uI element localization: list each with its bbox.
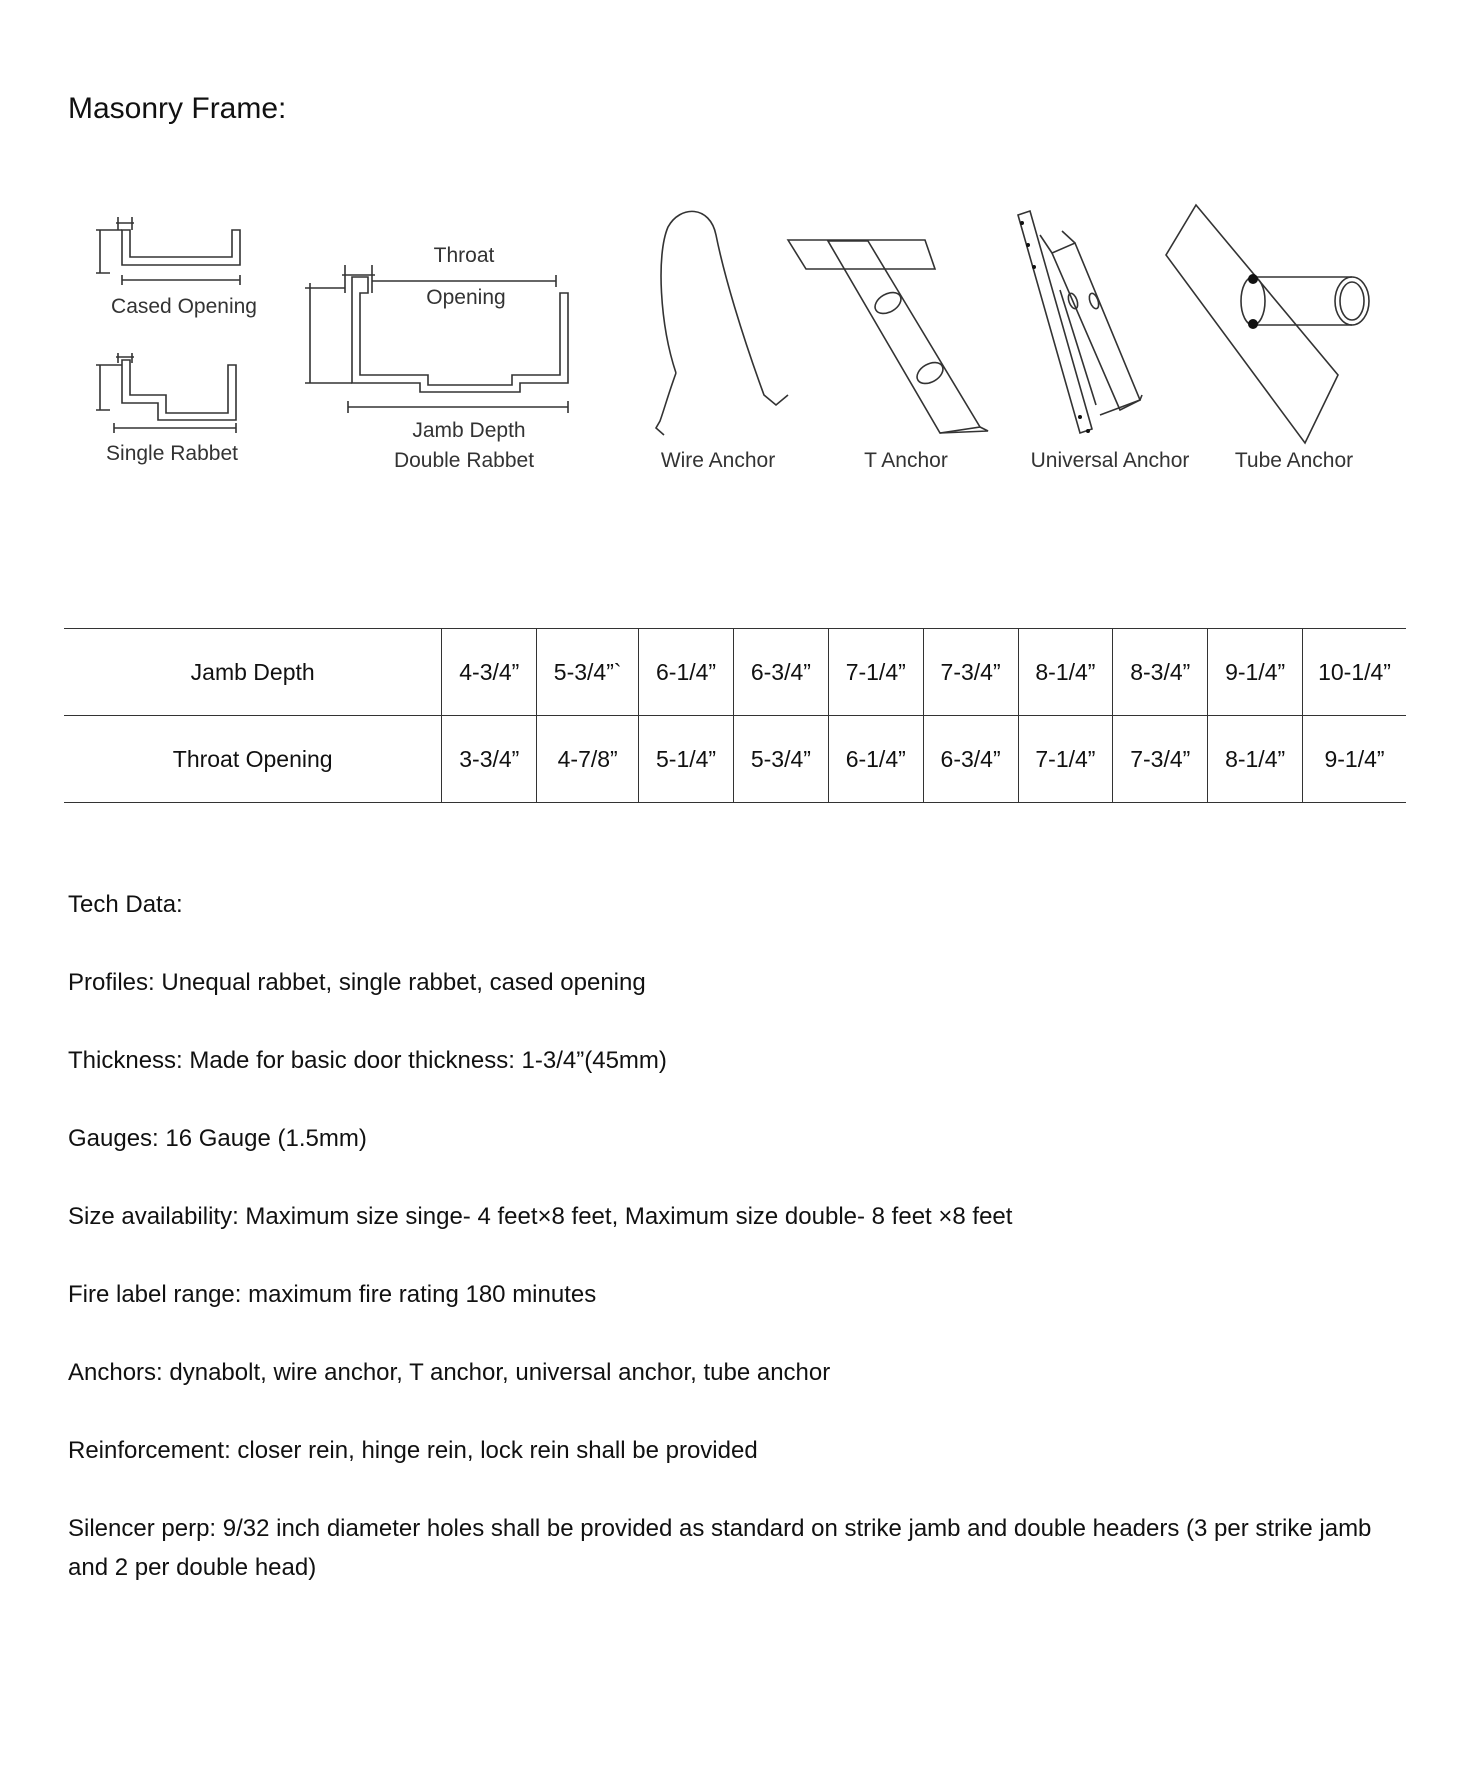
- table-cell: 3-3/4”: [442, 716, 537, 803]
- table-row: [64, 629, 1406, 716]
- label-cased-opening: Cased Opening: [111, 295, 257, 318]
- table-cell: 4-3/4”: [442, 629, 537, 716]
- tech-reinforcement: Reinforcement: closer rein, hinge rein, lock rein shall be provided: [68, 1437, 758, 1464]
- table-cell: 7-3/4”: [923, 629, 1018, 716]
- page-title: Masonry Frame:: [68, 92, 287, 125]
- row-label-throat-opening: Throat Opening: [64, 716, 442, 803]
- table-cell: 10-1/4”: [1303, 629, 1406, 716]
- table-cell: 6-3/4”: [733, 629, 828, 716]
- wire-anchor-drawing: [656, 211, 788, 435]
- table-cell: 7-1/4”: [828, 629, 923, 716]
- table-cell: 7-1/4”: [1018, 716, 1113, 803]
- tech-thickness: Thickness: Made for basic door thickness: 1-3/4”(45mm): [68, 1047, 667, 1074]
- tech-profiles: Profiles: Unequal rabbet, single rabbet, cased opening: [68, 969, 646, 996]
- label-tube-anchor: Tube Anchor: [1234, 449, 1354, 472]
- table-cell: 5-3/4”`: [537, 629, 639, 716]
- tube-anchor-drawing: [1166, 205, 1369, 443]
- table-cell: 9-1/4”: [1208, 629, 1303, 716]
- label-jamb-depth: Jamb Depth: [412, 419, 526, 442]
- label-universal-anchor: Universal Anchor: [1030, 449, 1190, 472]
- label-opening: Opening: [426, 286, 506, 309]
- tech-size: Size availability: Maximum size singe- 4 feet×8 feet, Maximum size double- 8 feet ×8 feet: [68, 1203, 1013, 1230]
- table-cell: 6-1/4”: [639, 629, 734, 716]
- frame-profiles-figure: [0, 195, 1470, 495]
- table-cell: 9-1/4”: [1303, 716, 1406, 803]
- tech-fire: Fire label range: maximum fire rating 180 minutes: [68, 1281, 597, 1308]
- table-cell: 8-1/4”: [1208, 716, 1303, 803]
- table-cell: 5-1/4”: [639, 716, 734, 803]
- label-single-rabbet: Single Rabbet: [106, 442, 238, 465]
- label-throat: Throat: [433, 244, 495, 267]
- table-cell: 6-1/4”: [828, 716, 923, 803]
- universal-anchor-drawing: [1018, 211, 1142, 433]
- row-label-jamb-depth: Jamb Depth: [64, 629, 442, 716]
- tech-anchors: Anchors: dynabolt, wire anchor, T anchor, universal anchor, tube anchor: [68, 1359, 831, 1386]
- label-t-anchor: T Anchor: [864, 449, 948, 472]
- table-cell: 4-7/8”: [537, 716, 639, 803]
- table-cell: 5-3/4”: [733, 716, 828, 803]
- single-rabbet-profile: [96, 353, 236, 433]
- tech-data-section: [68, 885, 1408, 1626]
- table-cell: 6-3/4”: [923, 716, 1018, 803]
- tech-silencer: Silencer perp: 9/32 inch diameter holes shall be provided as standard on strike jamb and double headers (3 per strike jamb and 2 per double head): [68, 1515, 1372, 1581]
- tech-gauges: Gauges: 16 Gauge (1.5mm): [68, 1125, 367, 1152]
- table-cell: 8-3/4”: [1113, 629, 1208, 716]
- label-wire-anchor: Wire Anchor: [660, 449, 776, 472]
- label-double-rabbet: Double Rabbet: [393, 449, 535, 472]
- table-cell: 7-3/4”: [1113, 716, 1208, 803]
- t-anchor-drawing: [788, 240, 988, 433]
- cased-opening-profile: [96, 217, 240, 285]
- table-cell: 8-1/4”: [1018, 629, 1113, 716]
- tech-heading: Tech Data:: [68, 891, 183, 918]
- table-row: [64, 716, 1406, 803]
- frame-profiles-drawing: [0, 195, 1470, 495]
- size-table: [64, 628, 1406, 803]
